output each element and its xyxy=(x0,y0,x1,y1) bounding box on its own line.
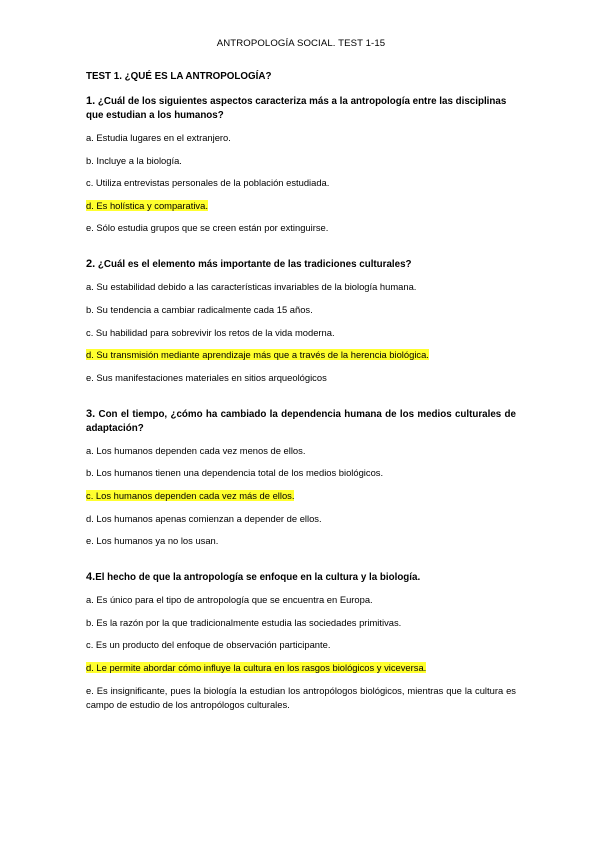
option-4c xyxy=(86,638,516,652)
option-2e xyxy=(86,371,516,385)
option-text: c. Es un producto del enfoque de observación participante. xyxy=(86,639,331,651)
question-number: 4. xyxy=(86,571,96,584)
option-3c xyxy=(86,489,516,503)
document-title: ANTROPOLOGÍA SOCIAL. TEST 1-15 xyxy=(216,38,386,49)
question-2 xyxy=(86,257,516,272)
option-3b xyxy=(86,466,516,480)
option-1d xyxy=(86,199,516,213)
option-text: e. Los humanos ya no los usan. xyxy=(86,535,219,547)
correct-answer-highlight: d. Es holística y comparativa. xyxy=(86,199,208,211)
option-text: b. Su tendencia a cambiar radicalmente cada 15 años. xyxy=(86,303,313,315)
option-3e xyxy=(86,534,516,548)
option-2d xyxy=(86,348,516,362)
option-text: b. Incluye a la biología. xyxy=(86,154,182,166)
question-text: ¿Cuál es el elemento más importante de las tradiciones culturales? xyxy=(97,259,412,271)
option-text: b. Los humanos tienen una dependencia total de los medios biológicos. xyxy=(86,467,384,479)
option-text: a. Su estabilidad debido a las características invariables de la biología humana. xyxy=(86,281,417,293)
question-block-3 xyxy=(86,407,516,548)
option-1e xyxy=(86,221,516,235)
option-text: a. Los humanos dependen cada vez menos de ellos. xyxy=(86,444,306,456)
option-2c xyxy=(86,326,516,340)
test-title: TEST 1. ¿QUÉ ES LA ANTROPOLOGÍA? xyxy=(86,71,272,82)
option-3d xyxy=(86,512,516,526)
correct-answer-highlight: d. Su transmisión mediante aprendizaje más que a través de la herencia biológica. xyxy=(86,349,429,361)
option-1a xyxy=(86,131,516,145)
question-number: 2. xyxy=(86,258,96,271)
question-block-1 xyxy=(86,94,516,235)
option-4e xyxy=(86,684,516,712)
option-1c xyxy=(86,176,516,190)
question-text: Con el tiempo, ¿cómo ha cambiado la dependencia humana de los medios culturales de adaptación? xyxy=(86,408,516,434)
option-2b xyxy=(86,303,516,317)
option-text: d. Los humanos apenas comienzan a depender de ellos. xyxy=(86,512,322,524)
question-number: 1. xyxy=(86,95,96,107)
question-block-2 xyxy=(86,257,516,384)
option-4a xyxy=(86,593,516,607)
option-text: e. Sólo estudia grupos que se creen están por extinguirse. xyxy=(86,222,329,234)
question-4 xyxy=(86,570,516,585)
option-text: c. Utiliza entrevistas personales de la población estudiada. xyxy=(86,177,330,189)
question-text: ¿Cuál de los siguientes aspectos caracteriza más a la antropología entre las disciplinas que estudian a los humanos? xyxy=(86,96,507,121)
option-2a xyxy=(86,280,516,294)
option-4b xyxy=(86,616,516,630)
correct-answer-highlight: d. Le permite abordar cómo influye la cultura en los rasgos biológicos y viceversa. xyxy=(86,661,427,673)
option-text: a. Estudia lugares en el extranjero. xyxy=(86,132,231,143)
correct-answer-highlight: c. Los humanos dependen cada vez más de ellos. xyxy=(86,489,295,501)
option-text: c. Su habilidad para sobrevivir los retos de la vida moderna. xyxy=(86,326,335,338)
option-text: e. Sus manifestaciones materiales en sitios arqueológicos xyxy=(86,371,327,383)
question-3 xyxy=(86,407,516,436)
question-block-4 xyxy=(86,570,516,711)
option-text: e. Es insignificante, pues la biología la estudian los antropólogos biológicos, mientras que la cultura es campo de estudio de los antropólogos culturales. xyxy=(86,684,516,710)
option-4d xyxy=(86,661,516,675)
question-1 xyxy=(86,94,516,123)
option-text: a. Es único para el tipo de antropología que se encuentra en Europa. xyxy=(86,594,373,606)
option-1b xyxy=(86,154,516,168)
question-text: El hecho de que la antropología se enfoque en la cultura y la biología. xyxy=(95,572,421,584)
option-3a xyxy=(86,444,516,458)
option-text: b. Es la razón por la que tradicionalmente estudia las sociedades primitivas. xyxy=(86,616,402,628)
question-number: 3. xyxy=(86,407,96,420)
